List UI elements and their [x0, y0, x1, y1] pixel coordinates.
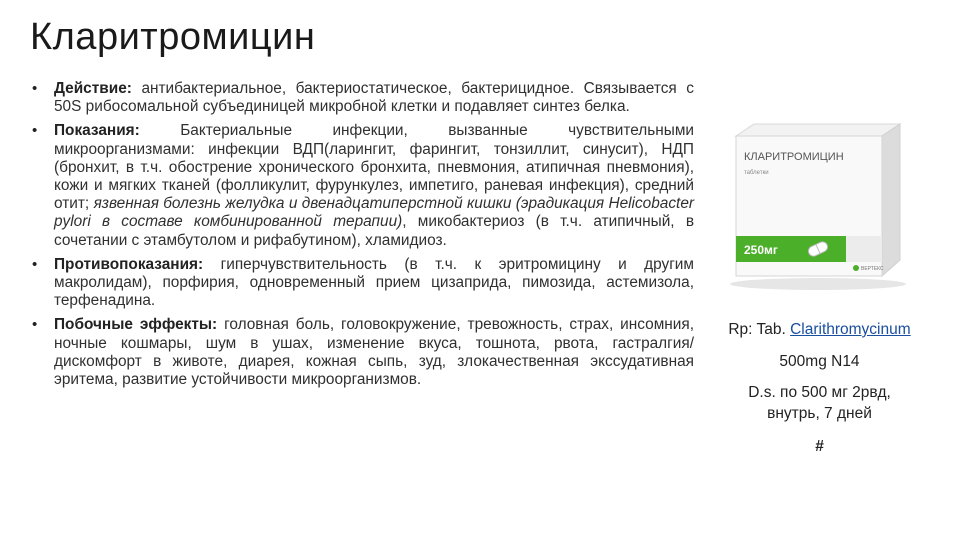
page-title: Кларитромицин	[30, 16, 316, 58]
section-text: , микобактериоз (в т.ч. атипичный, в сочетании с этамбутолом и рифабутином), хламидиоз.	[54, 213, 694, 249]
rp-line	[712, 320, 927, 340]
section-term: Противопоказания:	[54, 255, 204, 273]
package-illustration	[722, 120, 910, 295]
package-maker-text: ВЕРТЕКС	[861, 266, 884, 272]
ds-line-1: D.s. по 500 мг 2рвд,	[748, 384, 891, 401]
rp-prefix: Rp: Tab.	[728, 321, 791, 338]
package-dose-text: 250мг	[744, 243, 778, 257]
section-item	[30, 122, 694, 249]
bullet-icon: •	[32, 122, 38, 140]
bullet-icon: •	[32, 316, 38, 334]
bullet-icon: •	[32, 255, 38, 273]
rp-hash: #	[815, 438, 824, 455]
section-term: Побочные эффекты:	[54, 316, 218, 334]
section-term: Показания:	[54, 122, 140, 140]
drug-package-image	[722, 120, 910, 295]
ds-line-2: внутрь, 7 дней	[767, 405, 872, 422]
package-brand-text: КЛАРИТРОМИЦИН	[744, 151, 844, 163]
section-text: язвенная болезнь желудка и двенадцатиперстной кишки (эрадикация Helicobacter pylori в составе комбинированной терапии)	[54, 195, 694, 231]
section-text: головная боль, головокружение, тревожность, страх, инсомния, ночные кошмары, шум в ушах, изменение вкуса, тошнота, рвота, гастралгия/дискомфорт в животе, диарея, кожная сыпь, зуд, злокачественная экссудативная эритема, развитие устойчивости микроорганизмов.	[54, 316, 694, 389]
section-term: Действие:	[54, 80, 132, 97]
package-subtitle-text: таблетки	[744, 170, 769, 176]
section-item	[30, 80, 694, 116]
rp-amount: 500mg N14	[779, 353, 860, 370]
drug-link[interactable]: Clarithromycinum	[790, 321, 911, 338]
section-item	[30, 316, 694, 389]
section-text: антибактериальное, бактериостатическое, бактерицидное. Связывается с 50S рибосомальной субъединицей микробной клетки и подавляет синтез белка.	[54, 80, 694, 116]
section-item	[30, 256, 694, 311]
bullet-icon: •	[32, 80, 38, 97]
section-text: Бактериальные инфекции, вызванные чувствительными микроорганизмами: инфекции ВДП(ларингит, фарингит, тонзиллит, синусит), НДП (бронхит, в т.ч. обострение хронического бронхита, пневмония, атипичная пневмония), кожи и мягких тканей (фолликулит, фурункулез, импетиго, раневая инфекция), средний отит;	[54, 122, 694, 213]
drug-info-list	[30, 80, 694, 395]
section-text: гиперчувствительность (в т.ч. к эритромицину и другим макролидам), порфирия, одновременный прием цизаприда, пимозида, астемизола, терфенадина.	[54, 255, 694, 310]
